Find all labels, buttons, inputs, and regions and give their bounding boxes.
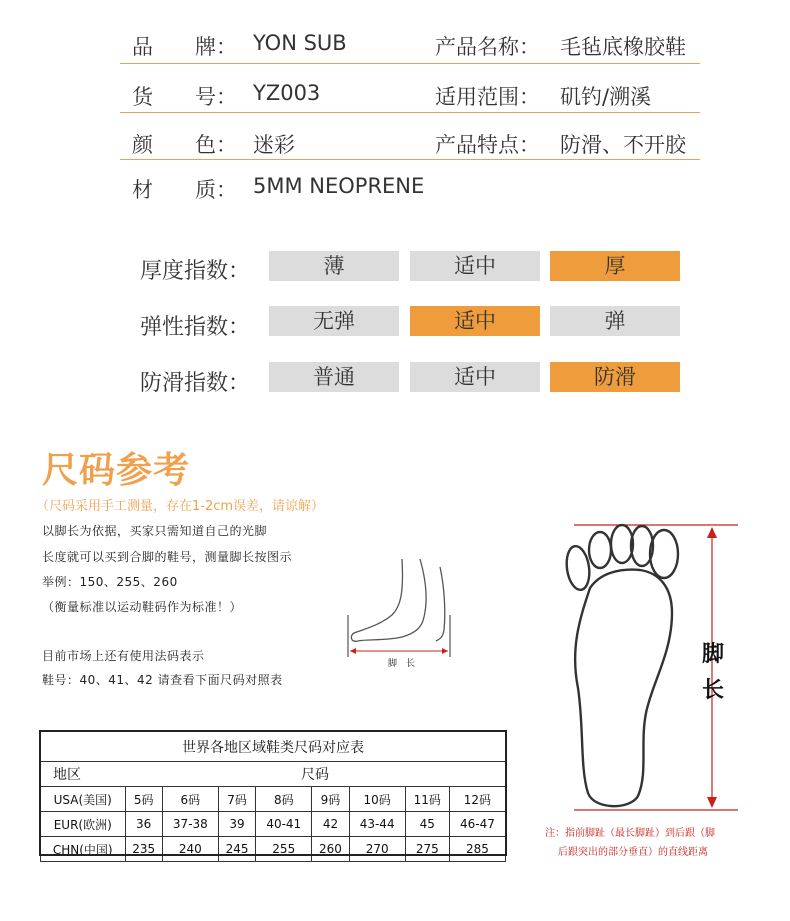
- size-cell: 42: [312, 812, 349, 837]
- spec-scope-value: 矶钓/溯溪: [560, 85, 652, 109]
- desc-line: （衡量标准以运动鞋码作为标准！）: [42, 600, 243, 614]
- size-cell: 11码: [405, 787, 449, 812]
- spec-color-value: 迷彩: [253, 133, 295, 157]
- elasticity-index-label: 弹性指数：: [140, 315, 251, 340]
- size-cell: 285: [449, 837, 505, 862]
- size-cell: 275: [405, 837, 449, 862]
- foot-length-label-2: 长: [702, 678, 725, 703]
- footprint-diagram: [560, 518, 750, 818]
- size-table-region-header: 地区: [41, 762, 126, 787]
- size-table-region: CHN(中国): [41, 837, 126, 862]
- spec-material-value: 5MM NEOPRENE: [253, 174, 425, 198]
- desc-line: 举例：150、255、260: [42, 575, 178, 589]
- table-row: [41, 787, 506, 812]
- table-row: [41, 812, 506, 837]
- elasticity-option-none: 无弹: [269, 306, 399, 336]
- size-cell: 240: [162, 837, 218, 862]
- size-cell: 46-47: [449, 812, 505, 837]
- desc-line: 以脚长为依据，买家只需知道自己的光脚: [42, 524, 268, 538]
- spec-scope-label: 适用范围：: [435, 85, 540, 109]
- elasticity-option-elastic: 弹: [550, 306, 680, 336]
- spec-divider: [120, 159, 700, 160]
- size-cell: 12码: [449, 787, 505, 812]
- size-cell: 245: [218, 837, 255, 862]
- antislip-option-normal: 普通: [269, 362, 399, 392]
- size-cell: 9码: [312, 787, 349, 812]
- size-cell: 36: [125, 812, 162, 837]
- size-cell: 43-44: [349, 812, 405, 837]
- foot-length-label-1: 脚: [702, 642, 725, 667]
- size-cell: 37-38: [162, 812, 218, 837]
- size-reference-subtitle: （尺码采用手工测量，存在1-2cm误差，请谅解）: [36, 499, 325, 514]
- spec-color-label: 颜 色：: [132, 133, 237, 157]
- spec-sku-label: 货 号：: [132, 85, 237, 109]
- foot-length-diagram-label: 脚 长: [388, 659, 416, 669]
- size-table-title: 世界各地区域鞋类尺码对应表: [41, 732, 506, 762]
- spec-brand-label: 品 牌：: [132, 35, 237, 59]
- size-cell: 45: [405, 812, 449, 837]
- size-table-region: EUR(欧洲): [41, 812, 126, 837]
- spec-product-name-label: 产品名称：: [435, 35, 540, 59]
- size-cell: 10码: [349, 787, 405, 812]
- elasticity-option-medium: 适中: [410, 306, 540, 336]
- size-cell: 39: [218, 812, 255, 837]
- size-cell: 7码: [218, 787, 255, 812]
- size-cell: 6码: [162, 787, 218, 812]
- spec-product-name-value: 毛毡底橡胶鞋: [560, 35, 686, 59]
- spec-material-label: 材 质：: [132, 178, 237, 202]
- size-conversion-table: [40, 731, 506, 862]
- table-row: [41, 837, 506, 862]
- side-foot-diagram: [340, 555, 460, 670]
- thickness-option-thick: 厚: [550, 251, 680, 281]
- spec-divider: [120, 112, 700, 113]
- size-cell: 5码: [125, 787, 162, 812]
- size-cell: 270: [349, 837, 405, 862]
- antislip-index-label: 防滑指数：: [140, 371, 251, 396]
- foot-note-line: 后跟突出的部分垂直）的直线距离: [558, 847, 708, 858]
- antislip-option-medium: 适中: [410, 362, 540, 392]
- size-cell: 260: [312, 837, 349, 862]
- spec-feature-label: 产品特点：: [435, 133, 540, 157]
- size-cell: 235: [125, 837, 162, 862]
- desc-line: 长度就可以买到合脚的鞋号，测量脚长按图示: [42, 550, 293, 564]
- size-cell: 8码: [256, 787, 312, 812]
- spec-feature-value: 防滑、不开胶: [560, 133, 686, 157]
- desc-line: 目前市场上还有使用法码表示: [42, 649, 205, 663]
- size-cell: 255: [256, 837, 312, 862]
- size-table-size-header: 尺码: [125, 762, 506, 787]
- size-table-region: USA(美国): [41, 787, 126, 812]
- thickness-option-medium: 适中: [410, 251, 540, 281]
- spec-divider: [120, 63, 700, 64]
- size-reference-title: 尺码参考: [42, 450, 191, 491]
- antislip-option-antislip: 防滑: [550, 362, 680, 392]
- thickness-index-label: 厚度指数：: [140, 259, 251, 284]
- spec-sku-value: YZ003: [253, 81, 321, 105]
- spec-brand-value: YON SUB: [253, 31, 347, 55]
- foot-note-line: 注：指前脚趾（最长脚趾）到后跟（脚: [545, 828, 715, 839]
- size-cell: 40-41: [256, 812, 312, 837]
- desc-line: 鞋号：40、41、42 请查看下面尺码对照表: [42, 673, 283, 687]
- thickness-option-thin: 薄: [269, 251, 399, 281]
